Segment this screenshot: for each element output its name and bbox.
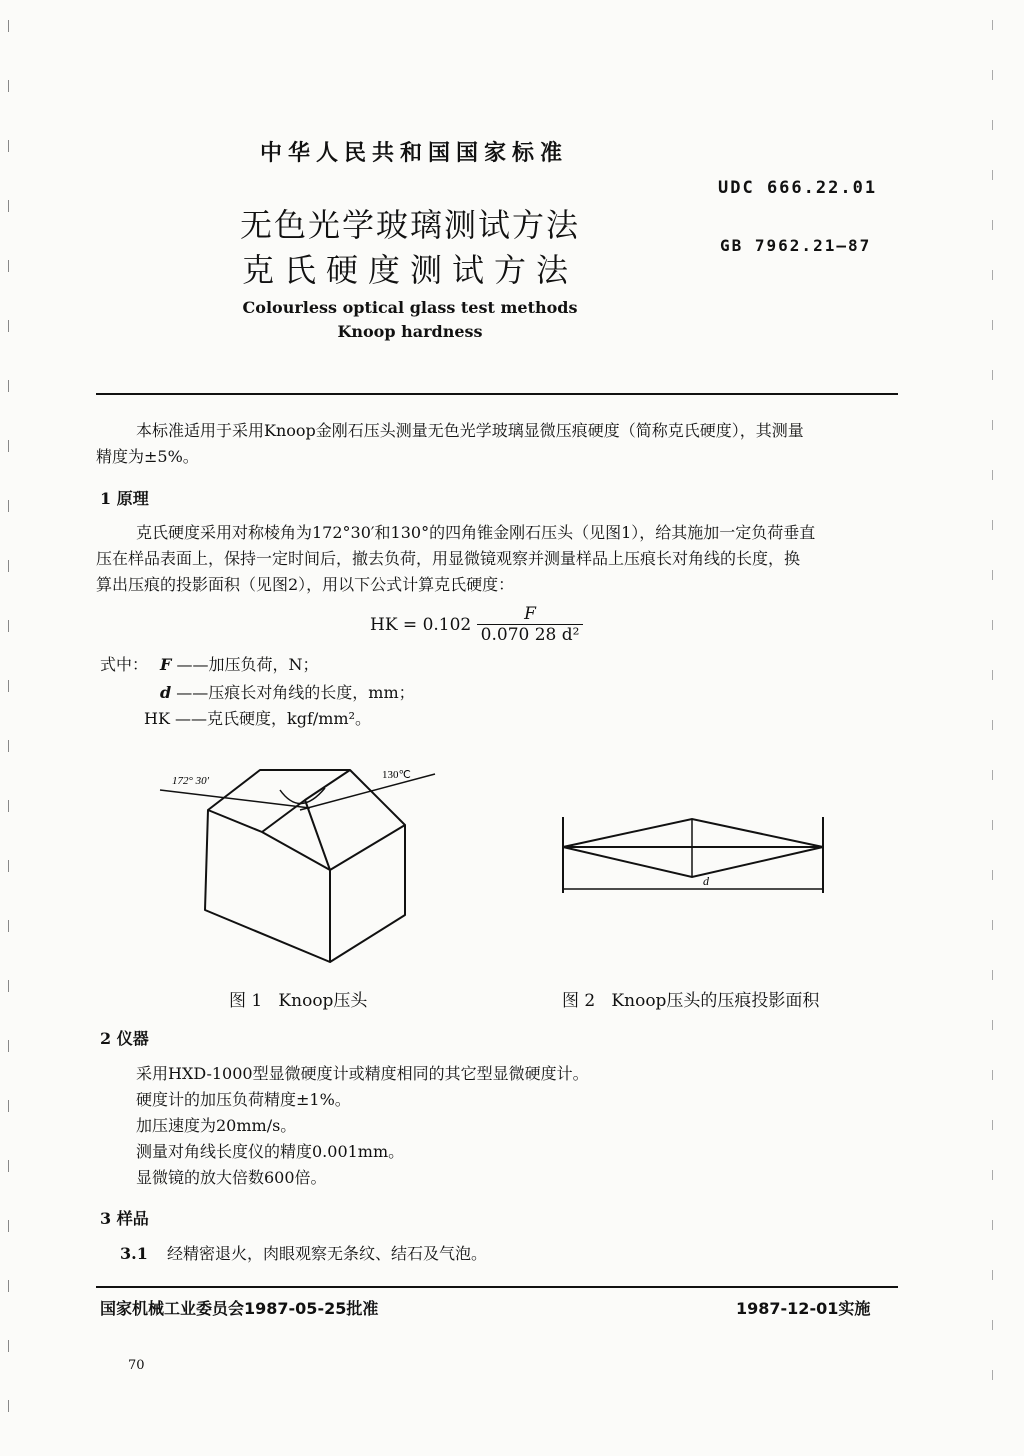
angle-line-2 (300, 774, 435, 810)
section2-line-1: 采用HXD-1000型显微硬度计或精度相同的其它型显微硬度计。 (136, 1064, 589, 1083)
intro-line-2: 精度为±5%。 (96, 447, 199, 466)
indenter-ridge (262, 770, 350, 870)
section2-line-5: 显微镜的放大倍数600倍。 (136, 1168, 327, 1187)
scan-edge-left (8, 20, 9, 1420)
variable-description: ——克氏硬度，kgf/mm²。 (175, 709, 372, 728)
variable-symbol: d (160, 683, 172, 702)
section2-line-3: 加压速度为20mm/s。 (136, 1116, 297, 1135)
section2-list (136, 1061, 896, 1191)
dimension-label-d: d (703, 874, 709, 888)
page-number: 70 (128, 1358, 145, 1373)
figure2-caption: 图 2 Knoop压头的压痕投影面积 (562, 991, 820, 1011)
section3-item (120, 1241, 487, 1264)
section2-line-2: 硬度计的加压负荷精度±1%。 (136, 1090, 351, 1109)
figure1-knoop-indenter (150, 760, 450, 970)
variable-row-d (160, 680, 415, 703)
indenter-right-face (330, 825, 405, 962)
variable-symbol: HK (144, 709, 170, 728)
section2-line-4: 测量对角线长度仪的精度0.001mm。 (136, 1142, 405, 1161)
section1-paragraph (96, 520, 906, 598)
indenter-left-face (205, 810, 330, 962)
english-title-line1: Colourless optical glass test methods (242, 298, 578, 317)
intro-paragraph (96, 418, 906, 470)
section3-item-text: 经精密退火，肉眼观察无条纹、结石及气泡。 (166, 1244, 487, 1263)
country-standard-title: 中华人民共和国国家标准 (260, 141, 569, 166)
indenter-top-face (208, 770, 405, 870)
section1-line-3: 算出压痕的投影面积（见图2），用以下公式计算克氏硬度： (96, 575, 515, 594)
section2-heading: 2 仪器 (100, 1029, 149, 1048)
section3-item-number: 3.1 (120, 1244, 148, 1263)
formula-denominator: 0.070 28 d² (480, 625, 580, 645)
variable-description: ——压痕长对角线的长度，mm； (176, 683, 415, 702)
scan-edge-right (992, 20, 993, 1420)
where-label: 式中： (100, 655, 149, 674)
section1-line-2: 压在样品表面上，保持一定时间后，撤去负荷，用显微镜观察并测量样品上压痕长对角线的长度，换 (96, 549, 801, 568)
variable-row-hk (144, 706, 371, 729)
formula-fraction (477, 604, 584, 645)
section1-line-1: 克氏硬度采用对称棱角为172°30′和130°的四角锥金刚石压头（见图1），给其施加一定负荷垂直 (136, 523, 816, 542)
hk-formula (370, 604, 583, 645)
variable-symbol: F (160, 655, 172, 674)
formula-lhs: HK = 0.102 (370, 614, 472, 635)
angle-label-130: 130℃ (382, 769, 411, 781)
variable-row-f (160, 652, 318, 675)
approval-text: 国家机械工业委员会1987-05-25批准 (100, 1299, 379, 1318)
english-title-line2: Knoop hardness (337, 322, 483, 341)
document-title-line1: 无色光学玻璃测试方法 (239, 206, 580, 244)
section1-heading: 1 原理 (100, 489, 149, 508)
section3-heading: 3 样品 (100, 1209, 149, 1228)
variable-description: ——加压负荷，N； (176, 655, 319, 674)
footer-rule (96, 1286, 898, 1288)
udc-code: UDC 666.22.01 (718, 178, 878, 198)
figure1-caption: 图 1 Knoop压头 (229, 991, 368, 1011)
intro-line-1: 本标准适用于采用Knoop金刚石压头测量无色光学玻璃显微压痕硬度（简称克氏硬度），其测量 (136, 421, 804, 440)
formula-numerator: F (477, 604, 584, 625)
header-rule (96, 393, 898, 395)
angle-label-172: 172° 30′ (172, 775, 210, 787)
figure2-indentation-projection (550, 815, 840, 915)
gb-code: GB 7962.21—87 (720, 236, 872, 255)
document-title-line2: 克氏硬度测试方法 (241, 251, 578, 289)
effective-date: 1987-12-01实施 (736, 1299, 871, 1318)
